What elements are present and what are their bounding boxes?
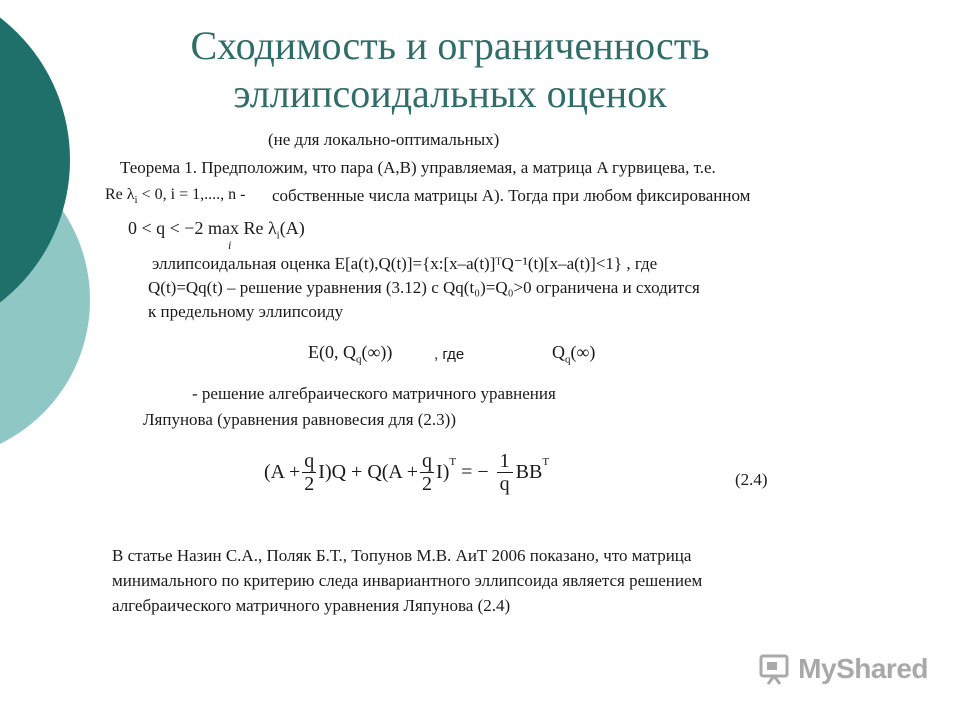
re-lambda: Re λ: [105, 186, 135, 203]
solution-line: Q(t)=Qq(t) – решение уравнения (3.12) с Qq(t₀)=Q₀>0 ограничена и сходится: [148, 278, 700, 297]
limit-line: к предельному эллипсоиду: [148, 302, 344, 321]
q-inf-main: Q: [552, 342, 565, 362]
eq-mid-2: I): [436, 461, 450, 483]
eq-bb: BB: [515, 461, 543, 483]
eq-left: (A +: [264, 461, 301, 483]
re-condition-tail: < 0, i = 1,...., n -: [137, 186, 246, 203]
lyapunov-line-1: - решение алгебраического матричного уравнения: [192, 384, 556, 403]
re-condition: Re $\lambda_i < 0$, i = 1,...., n -: [105, 186, 246, 207]
ellipsoid-line: эллипсоидальная оценка E[a(t),Q(t)]={x:[x–a(t)]ᵀQ⁻¹(t)[x–a(t)]<1} , где: [152, 254, 658, 273]
equation-number: (2.4): [735, 470, 768, 489]
q-condition-main: 0 < q < −2 max Re λ: [128, 218, 277, 238]
limit-formula: [308, 342, 392, 366]
max-subscript: i: [228, 238, 232, 252]
lyapunov-equation: [264, 450, 549, 495]
subtitle: (не для локально-оптимальных): [268, 130, 500, 149]
frac-one: 1: [499, 450, 510, 472]
fraction-1-over-q: [497, 450, 513, 495]
limit-formula-main: E(0, Q: [308, 342, 356, 362]
myshared-logo: [758, 652, 928, 686]
eq-mid-1: I)Q + Q(A +: [318, 461, 419, 483]
paper-line-3: алгебраического матричного уравнения Ляпунова (2.4): [112, 596, 511, 615]
limit-formula-sub: q: [356, 353, 362, 366]
paper-line-1: В статье Назин С.А., Поляк Б.Т., Топунов М.В. АиТ 2006 показано, что матрица: [112, 546, 692, 565]
eq-bb-transpose: T: [542, 456, 550, 468]
q-condition-tail: (A): [279, 218, 305, 238]
frac-den-b: 2: [422, 473, 433, 495]
presentation-icon: [758, 652, 792, 686]
slide-title: [0, 22, 900, 118]
q-inf-tail: (∞): [570, 342, 596, 362]
watermark-text: MyShared: [798, 653, 928, 684]
theorem-line-2: собственные числа матрицы A). Тогда при любом фиксированном: [272, 186, 751, 205]
frac-q-den: q: [497, 472, 513, 495]
theorem-line-1: Теорема 1. Предположим, что пара (A,B) управляемая, а матрица A гурвицева, т.е.: [120, 158, 716, 177]
title-line-2: эллипсоидальных оценок: [233, 71, 667, 116]
frac-den: 2: [304, 473, 315, 495]
frac-num: q: [304, 450, 315, 472]
frac-num-b: q: [422, 450, 433, 472]
title-line-1: Сходимость и ограниченность: [190, 23, 710, 68]
fraction-q-over-2-b: [420, 450, 434, 495]
q-condition: 0 < q < −2 max Re $\lambda_i(A)$: [128, 218, 305, 242]
paper-line-2: минимального по критерию следа инвариантного эллипсоида является решением: [112, 571, 703, 590]
lyapunov-line-2: Ляпунова (уравнения равновесия для (2.3)): [143, 410, 456, 429]
limit-formula-tail: (∞)): [361, 342, 393, 362]
q-infinity: [552, 342, 595, 366]
fraction-q-over-2: [302, 450, 316, 495]
eq-equals: = −: [456, 461, 494, 483]
eq-transpose: T: [449, 456, 457, 468]
where-label: , где: [434, 346, 465, 363]
q-inf-sub: q: [565, 353, 571, 366]
